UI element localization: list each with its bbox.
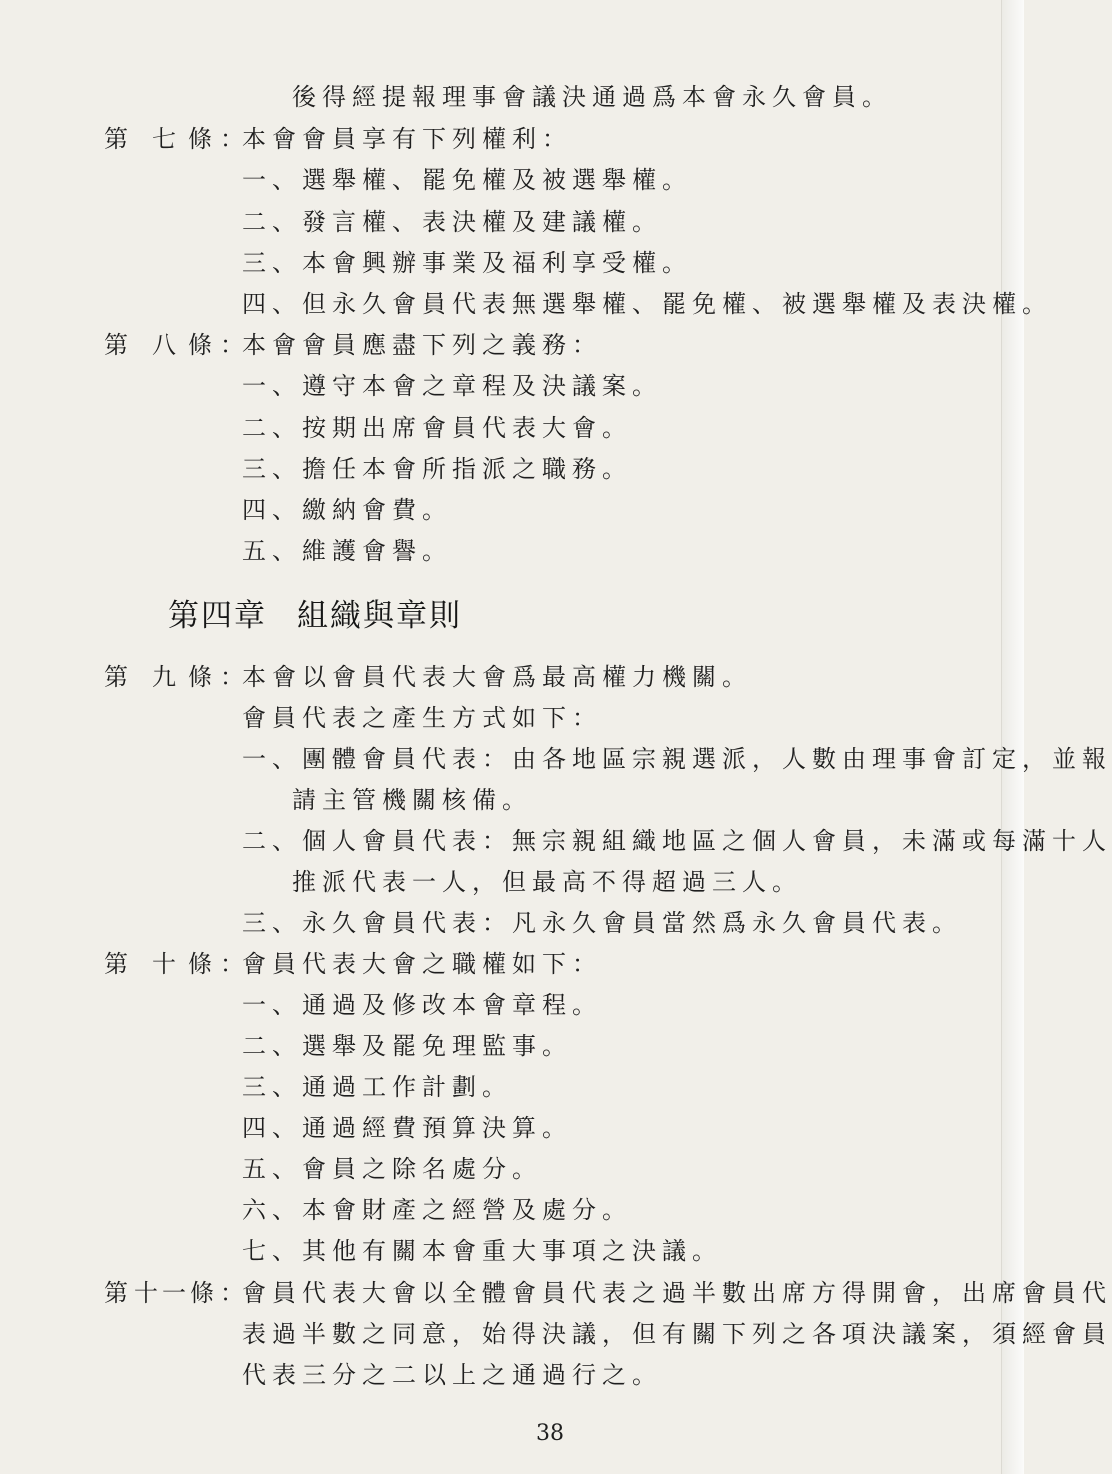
list-item: 一、團體會員代表：由各地區宗親選派，人數由理事會訂定，並報 [242,745,1112,773]
label-char: 十 [134,1279,158,1307]
label-char: 第 [104,331,128,359]
label-char: ： [220,1279,244,1307]
subheading: 會員代表之產生方式如下： [242,704,602,732]
label-char: 條 [188,663,212,691]
list-item: 六、本會財產之經營及處分。 [242,1196,632,1224]
list-item: 五、維護會譽。 [242,537,452,565]
article-8-heading [0,323,1000,367]
article-7-text: 本會會員享有下列權利： [242,125,572,153]
article-9-sub [0,696,1000,740]
article-8-text: 本會會員應盡下列之義務： [242,331,602,359]
list-item: 四、繳納會費。 [242,496,452,524]
article-10-item [0,1106,1000,1150]
article-10-item [0,1065,1000,1109]
list-item: 二、發言權、表決權及建議權。 [242,208,662,236]
list-item-continuation: 推派代表一人，但最高不得超過三人。 [292,868,802,896]
article-9-item [0,901,1000,945]
list-item: 三、擔任本會所指派之職務。 [242,455,632,483]
label-char: ： [220,950,244,978]
chapter-number: 第四章 [168,598,267,634]
label-char: 第 [104,125,128,153]
list-item: 三、通過工作計劃。 [242,1073,512,1101]
article-10-item [0,1147,1000,1191]
paragraph-continuation: 代表三分之二以上之通過行之。 [242,1361,662,1389]
article-10-label [104,942,244,986]
article-10-item [0,1188,1000,1232]
list-item-continuation: 請主管機關核備。 [292,786,532,814]
intro-line [0,75,1000,119]
list-item: 四、通過經費預算決算。 [242,1114,572,1142]
article-8-label [104,323,244,367]
label-char: ： [220,125,244,153]
article-9-item [0,737,1112,781]
list-item: 一、通過及修改本會章程。 [242,991,602,1019]
label-char: 條 [188,331,212,359]
article-8-item [0,529,1000,573]
label-char: 第 [104,663,128,691]
article-7-heading [0,117,1000,161]
label-char: 九 [152,663,176,691]
article-7-item [0,158,1000,202]
intro-text: 後得經提報理事會議決通過爲本會永久會員。 [292,83,892,111]
label-char: 條 [188,950,212,978]
article-11-heading [0,1271,1112,1315]
label-char: 八 [152,331,176,359]
list-item: 一、遵守本會之章程及決議案。 [242,372,662,400]
article-11-cont [0,1312,1112,1356]
article-10-item [0,1229,1000,1273]
label-char: 第 [104,1279,128,1307]
list-item: 二、個人會員代表：無宗親組織地區之個人會員，未滿或每滿十人 [242,827,1112,855]
article-8-item [0,406,1000,450]
article-9-heading [0,655,1000,699]
article-7-item [0,282,1052,326]
label-char: 第 [104,950,128,978]
list-item: 三、本會興辦事業及福利享受權。 [242,249,692,277]
label-char: 條 [190,1279,214,1307]
article-7-item [0,241,1000,285]
paragraph-continuation: 表過半數之同意，始得決議，但有關下列之各項決議案，須經會員 [242,1320,1112,1348]
article-7-label [104,117,244,161]
list-item: 七、其他有關本會重大事項之決議。 [242,1237,722,1265]
article-8-item [0,488,1000,532]
list-item: 二、按期出席會員代表大會。 [242,414,632,442]
article-9-label [104,655,244,699]
list-item: 四、但永久會員代表無選舉權、罷免權、被選舉權及表決權。 [242,290,1052,318]
list-item: 三、永久會員代表：凡永久會員當然爲永久會員代表。 [242,909,962,937]
label-char: ： [220,331,244,359]
article-10-heading [0,942,1000,986]
label-char: 一 [162,1279,186,1307]
article-9-item-cont [0,860,1000,904]
article-8-item [0,364,1000,408]
article-11-cont [0,1353,1000,1397]
list-item: 一、選舉權、罷免權及被選舉權。 [242,166,692,194]
label-char: 條 [188,125,212,153]
article-10-item [0,983,1000,1027]
list-item: 五、會員之除名處分。 [242,1155,542,1183]
chapter-heading [168,591,568,641]
label-char: 十 [152,950,176,978]
article-9-item-cont [0,778,1000,822]
label-char: ： [220,663,244,691]
article-11-label [104,1271,244,1315]
article-9-text: 本會以會員代表大會爲最高權力機關。 [242,663,752,691]
article-8-item [0,447,1000,491]
article-9-item [0,819,1112,863]
page-number: 38 [536,1421,564,1446]
chapter-title: 組織與章則 [297,598,462,634]
list-item: 二、選舉及罷免理監事。 [242,1032,572,1060]
article-11-text: 會員代表大會以全體會員代表之過半數出席方得開會，出席會員代 [242,1279,1112,1307]
article-7-item [0,200,1000,244]
article-10-text: 會員代表大會之職權如下： [242,950,602,978]
label-char: 七 [152,125,176,153]
article-10-item [0,1024,1000,1068]
